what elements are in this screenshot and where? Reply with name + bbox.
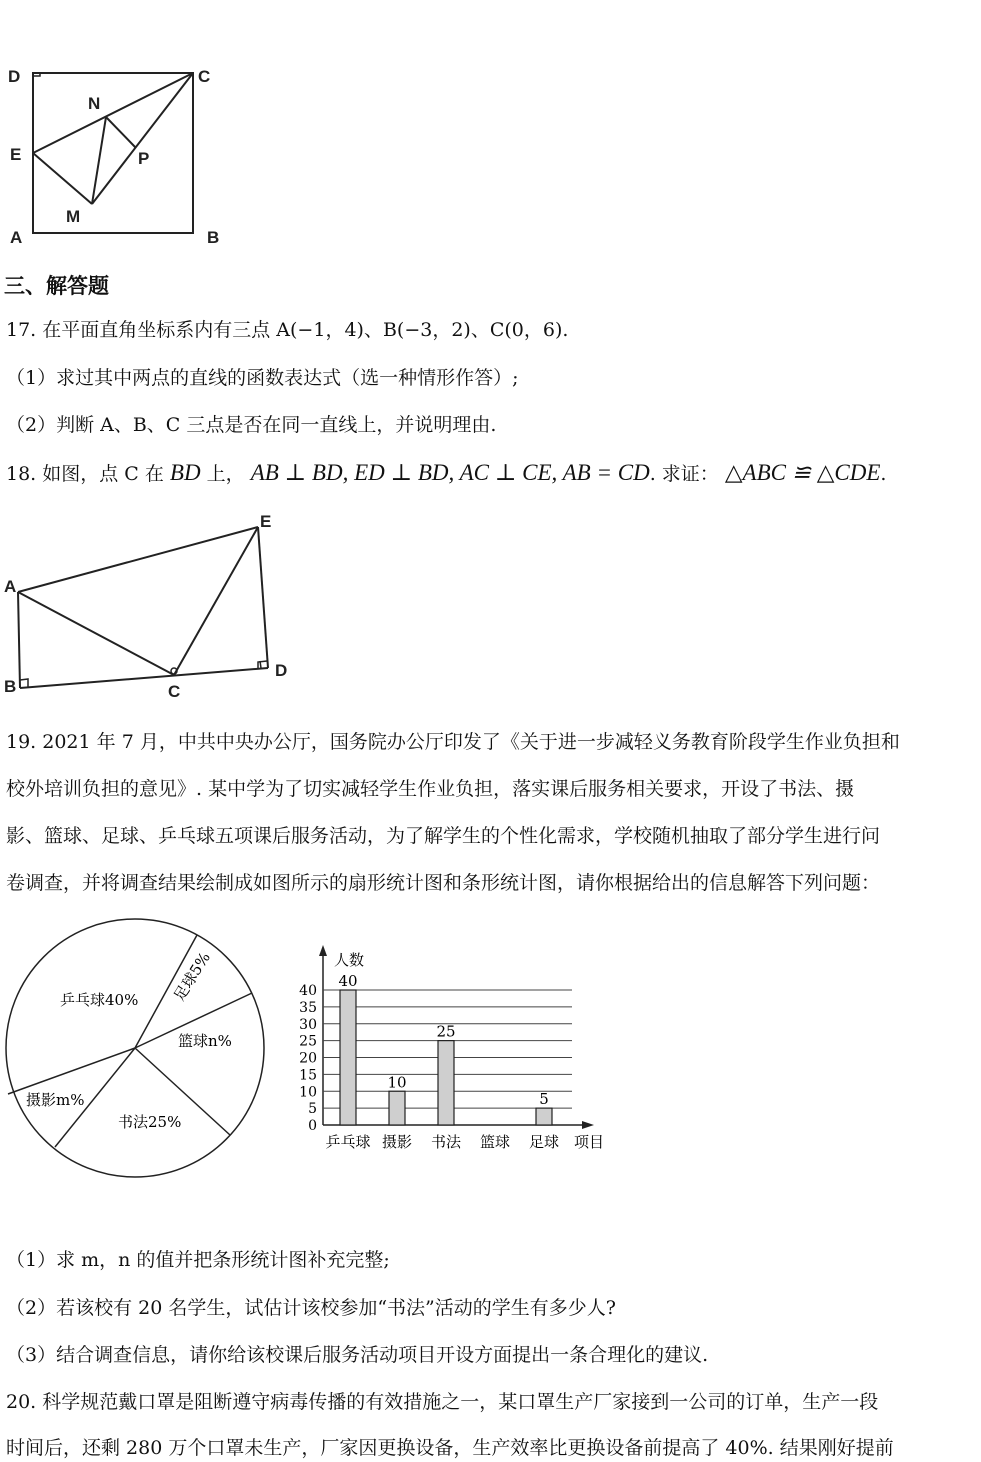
bar-2 xyxy=(438,1041,454,1125)
label-E2: E xyxy=(260,512,272,531)
label-B2: B xyxy=(4,677,17,696)
square-figure xyxy=(0,55,240,255)
q18-conditions: AB ⊥ BD, ED ⊥ BD, AC ⊥ CE, AB = CD xyxy=(250,460,650,485)
pie-label-football: 足球5% xyxy=(170,948,214,1005)
q19-part3: （3）结合调查信息，请你给该校课后服务活动项目开设方面提出一条合理化的建议. xyxy=(6,1344,709,1366)
x-tick-label: 篮球 xyxy=(479,1133,511,1151)
bar-chart xyxy=(290,940,620,1155)
q19-line2: 校外培训负担的意见》. 某中学为了切实减轻学生作业负担，落实课后服务相关要求，开设了书法、摄 xyxy=(6,778,855,800)
bar-data-label: 25 xyxy=(436,1022,456,1041)
label-N: N xyxy=(88,94,101,113)
x-tick-label: 足球 xyxy=(528,1133,560,1151)
x-tick-label: 乒乓球 xyxy=(325,1133,371,1151)
bar-ylabel: 人数 xyxy=(334,951,365,969)
y-tick-label: 5 xyxy=(308,1101,317,1118)
y-tick-label: 30 xyxy=(299,1016,317,1033)
y-tick-label: 25 xyxy=(299,1033,317,1050)
bar-4 xyxy=(536,1108,552,1125)
q18-conclusion: △ABC ≌ △CDE xyxy=(724,460,881,485)
bar-1 xyxy=(389,1091,405,1125)
q20-line2: 时间后，还剩 280 万个口罩未生产，厂家因更换设备，生产效率比更换设备前提高了 40%. 结果刚好提前 xyxy=(6,1437,894,1459)
bar-data-label: 10 xyxy=(387,1073,407,1092)
y-tick-label: 0 xyxy=(308,1118,317,1134)
q19-part1: （1）求 m，n 的值并把条形统计图补充完整; xyxy=(6,1249,390,1271)
y-tick-label: 10 xyxy=(299,1084,317,1101)
q18-prove: . 求证： xyxy=(649,463,719,485)
label-M: M xyxy=(66,207,81,226)
y-tick-label: 15 xyxy=(299,1067,317,1084)
q19-line3: 影、篮球、足球、乒乓球五项课后服务活动，为了解学生的个性化需求，学校随机抽取了部分学生进行问 xyxy=(6,825,881,847)
q18-mid: 上， xyxy=(200,463,245,485)
bar-xlabel: 项目 xyxy=(574,1133,605,1151)
q19-line1: 19. 2021 年 7 月，中共中央办公厅，国务院办公厅印发了《关于进一步减轻义务教育阶段学生作业负担和 xyxy=(6,731,900,753)
pie-label-photography: 摄影m% xyxy=(26,1091,85,1109)
label-A: A xyxy=(10,228,23,247)
q17-stem: 17. 在平面直角坐标系内有三点 A(−1，4)、B(−3，2)、C(0，6). xyxy=(6,319,569,341)
x-tick-label: 摄影 xyxy=(381,1133,413,1151)
label-A2: A xyxy=(4,577,17,596)
q19-line4: 卷调查，并将调查结果绘制成如图所示的扇形统计图和条形统计图，请你根据给出的信息解答下列问题： xyxy=(6,872,881,894)
bar-data-label: 40 xyxy=(338,972,358,990)
label-C: C xyxy=(198,67,211,86)
label-D2: D xyxy=(275,661,288,680)
q19-part2: （2）若该校有 20 名学生，试估计该校参加“书法”活动的学生有多少人? xyxy=(6,1297,616,1319)
y-tick-label: 35 xyxy=(299,999,317,1016)
label-P: P xyxy=(138,149,150,168)
label-E: E xyxy=(10,145,22,164)
q18-end: . xyxy=(880,463,887,485)
triangle-figure xyxy=(0,500,300,705)
label-C2: C xyxy=(168,682,181,701)
pie-label-pingpong: 乒乓球40% xyxy=(60,991,139,1009)
y-tick-label: 40 xyxy=(299,983,317,999)
label-B: B xyxy=(207,228,220,247)
q18-bd: BD xyxy=(169,460,201,485)
pie-chart xyxy=(0,915,275,1190)
y-tick-label: 20 xyxy=(299,1050,317,1067)
x-tick-label: 书法 xyxy=(430,1133,462,1151)
bar-0 xyxy=(340,990,356,1125)
q17-part2: （2）判断 A、B、C 三点是否在同一直线上，并说明理由. xyxy=(6,414,497,436)
bar-data-label: 5 xyxy=(539,1090,549,1109)
q17-part1: （1）求过其中两点的直线的函数表达式（选一种情形作答）; xyxy=(6,367,519,389)
pie-label-calligraphy: 书法25% xyxy=(118,1113,182,1131)
pie-label-basketball: 篮球n% xyxy=(178,1032,232,1050)
q20-line1: 20. 科学规范戴口罩是阻断遵守病毒传播的有效措施之一，某口罩生产厂家接到一公司的订单，生产一段 xyxy=(6,1391,879,1413)
q18-prefix: 18. 如图，点 C 在 xyxy=(6,463,170,485)
label-D: D xyxy=(8,67,21,86)
q18-stem xyxy=(6,459,886,488)
section-heading: 三、解答题 xyxy=(4,274,109,298)
